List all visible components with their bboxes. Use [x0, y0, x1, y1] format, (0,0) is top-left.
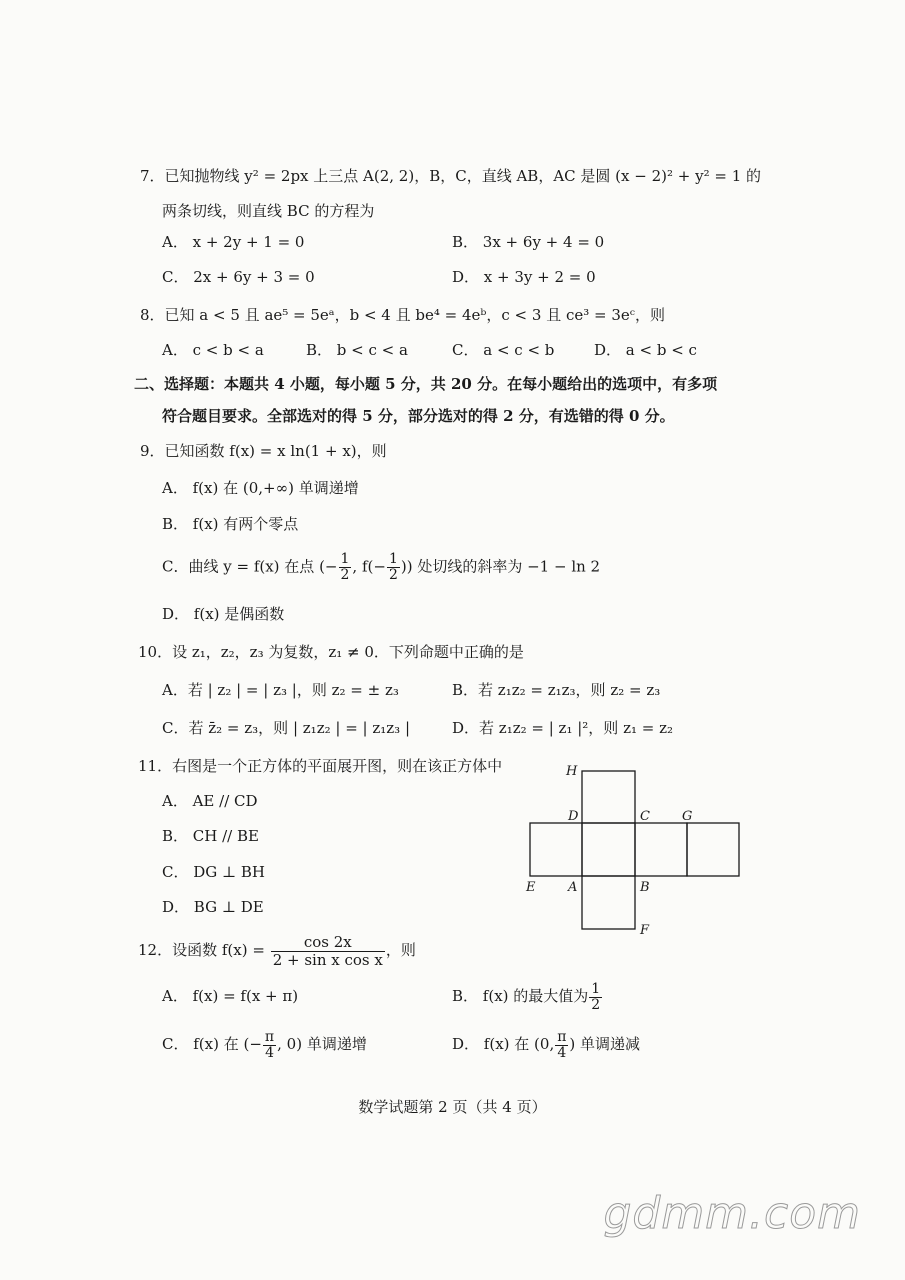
q12-option-c-fraction: $\frac{\pi}{4}$ [264, 1028, 275, 1061]
cube-net-figure [520, 758, 750, 938]
vertex-label-b: B [640, 880, 650, 895]
q12-function-fraction: $\frac{\cos 2x}{\text{2 + sin x cos x}}$ [272, 932, 383, 969]
net-square-center [582, 823, 635, 876]
q12-option-b [452, 976, 603, 1016]
vertex-label-h: H [566, 764, 578, 779]
q10-option-c: C．若 z̄₂ = z₃，则 | z₁z₂ | = | z₁z₃ | [162, 719, 411, 737]
q9-option-b: B． f(x) 有两个零点 [162, 515, 299, 533]
page-footer: 数学试题第 2 页（共 4 页） [358, 1098, 547, 1116]
q10-option-d: D．若 z₁z₂ = | z₁ |²，则 z₁ = z₂ [452, 719, 674, 737]
q9-option-c-fraction-2: $\frac{1}{2}$ [388, 551, 398, 583]
q10-option-b: B．若 z₁z₂ = z₁z₃，则 z₂ = z₃ [452, 681, 661, 699]
q12-option-c-post: , 0) 单调递增 [277, 1035, 367, 1053]
q12-option-a: A． f(x) = f(x + π) [162, 987, 299, 1005]
q9-option-c-mid: , f(− [352, 557, 386, 576]
q12-stem [138, 930, 416, 970]
q10-stem: 10．设 z₁，z₂，z₃ 为复数，z₁ ≠ 0．下列命题中正确的是 [138, 643, 524, 661]
q12-option-d [452, 1024, 640, 1064]
vertex-label-e: E [526, 880, 536, 895]
net-square-top [582, 771, 635, 823]
q9-option-c-post: )) 处切线的斜率为 −1 − ln 2 [400, 557, 601, 576]
q9-option-a: A． f(x) 在 (0,+∞) 单调递增 [162, 479, 359, 497]
vertex-label-g: G [682, 809, 693, 824]
q12-option-b-fraction: $\frac{1}{2}$ [591, 980, 601, 1013]
net-square-right [635, 823, 687, 876]
q11-option-b: B． CH // BE [162, 827, 259, 845]
q11-option-a: A． AE // CD [162, 792, 258, 810]
q7-stem-line1: 7．已知抛物线 y² = 2px 上三点 A(2, 2)，B，C，直线 AB，AC 是圆 (x − 2)² + y² = 1 的 [140, 167, 762, 185]
net-square-bottom [582, 876, 635, 929]
q11-option-d: D． BG ⊥ DE [162, 898, 264, 916]
q12-option-c-pre: C． f(x) 在 (− [162, 1035, 262, 1053]
section2-heading-line2: 符合题目要求。全部选对的得 5 分，部分选对的得 2 分，有选错的得 0 分。 [162, 407, 675, 425]
vertex-label-f: F [640, 923, 650, 938]
q12-option-b-text: B． f(x) 的最大值为 [452, 987, 589, 1005]
q12-option-c [162, 1024, 367, 1064]
q8-option-c: C． a < c < b [452, 341, 555, 359]
q8-option-d: D． a < b < c [594, 341, 697, 359]
section2-heading-line1: 二、选择题：本题共 4 小题，每小题 5 分，共 20 分。在每小题给出的选项中，有多项 [134, 375, 718, 393]
q7-option-c: C． 2x + 6y + 3 = 0 [162, 268, 315, 286]
q9-option-c [162, 552, 600, 583]
q7-option-a: A． x + 2y + 1 = 0 [162, 233, 305, 251]
q12-option-d-fraction: $\frac{\pi}{4}$ [557, 1028, 567, 1061]
q10-option-a: A．若 | z₂ | = | z₃ |，则 z₂ = ± z₃ [162, 681, 399, 699]
net-square-far-right [687, 823, 739, 876]
vertex-label-a: A [568, 880, 578, 895]
q11-stem: 11．右图是一个正方体的平面展开图，则在该正方体中 [138, 757, 503, 775]
q12-option-d-pre: D． f(x) 在 (0, [452, 1035, 555, 1053]
q7-option-d: D． x + 3y + 2 = 0 [452, 268, 596, 286]
q9-option-c-fraction-1: $\frac{1}{2}$ [340, 551, 350, 583]
q8-option-b: B． b < c < a [306, 341, 408, 359]
q9-stem: 9．已知函数 f(x) = x ln(1 + x)，则 [140, 442, 387, 460]
q12-stem-post: ，则 [385, 941, 416, 959]
q12-stem-pre: 12．设函数 f(x) = [138, 941, 265, 959]
net-square-left [530, 823, 582, 876]
q8-option-a: A． c < b < a [162, 341, 264, 359]
vertex-label-c: C [640, 809, 650, 824]
q9-option-d: D． f(x) 是偶函数 [162, 605, 285, 623]
q7-stem-line2: 两条切线，则直线 BC 的方程为 [162, 202, 375, 220]
q12-option-d-post: ) 单调递减 [569, 1035, 641, 1053]
q9-option-c-pre: C．曲线 y = f(x) 在点 (− [162, 557, 338, 576]
watermark-logo: gdmm.com [603, 1188, 861, 1239]
q7-option-b: B． 3x + 6y + 4 = 0 [452, 233, 605, 251]
vertex-label-d: D [568, 809, 579, 824]
q11-option-c: C． DG ⊥ BH [162, 863, 266, 881]
q8-stem: 8．已知 a < 5 且 ae⁵ = 5eᵃ，b < 4 且 be⁴ = 4eᵇ，c < 3 且 ce³ = 3eᶜ，则 [140, 306, 665, 324]
